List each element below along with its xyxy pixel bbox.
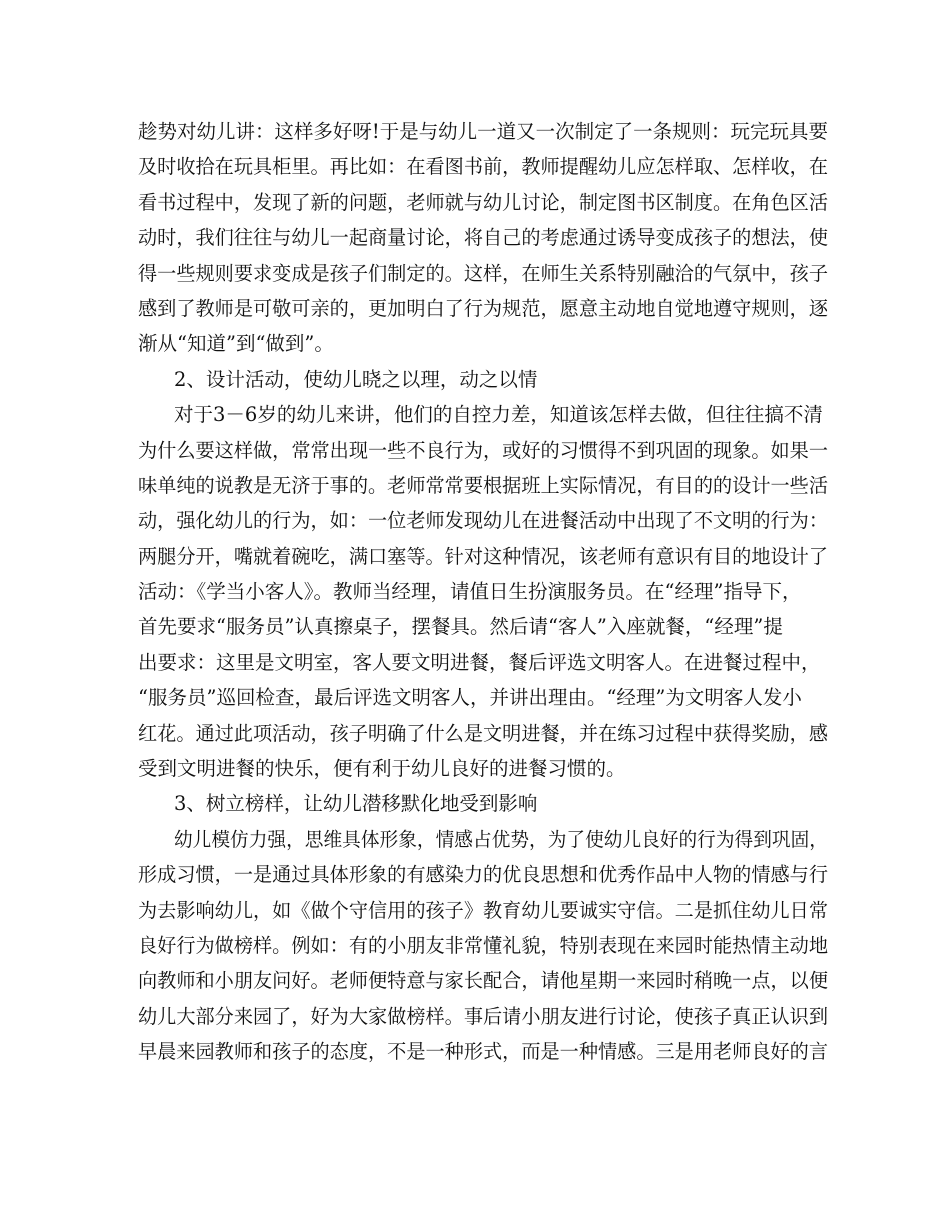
document-body xyxy=(138,114,828,1070)
text-line-content: 感到了教师是可敬可亲的，更加明白了行为规范，愿意主动地自觉地遵守规则，逐 xyxy=(138,296,829,320)
text-line xyxy=(138,609,828,644)
text-line-content: 得一些规则要求变成是孩子们制定的。这样，在师生关系特别融洽的气氛中，孩子 xyxy=(138,261,829,285)
text-line-content: 动时，我们往往与幼儿一起商量讨论，将自己的考虑通过诱导变成孩子的想法，使 xyxy=(138,226,829,250)
text-line xyxy=(138,185,828,220)
text-line-content: 看书过程中，发现了新的问题，老师就与幼儿讨论，制定图书区制度。在角色区活 xyxy=(138,190,829,214)
text-line-content: 良好行为做榜样。例如：有的小朋友非常懂礼貌，特别表现在来园时能热情主动地 xyxy=(138,933,829,957)
text-line xyxy=(138,1034,828,1069)
text-line-content: 两腿分开，嘴就着碗吃，满口塞等。针对这种情况，该老师有意识有目的地设计了 xyxy=(138,544,829,568)
text-line-content: 首先要求“服务员”认真擦桌子，摆餐具。然后请“客人”入座就餐，“经理”提 xyxy=(138,615,783,639)
text-line-content: 味单纯的说教是无济于事的。老师常常要根据班上实际情况，有目的的设计一些活 xyxy=(138,473,829,497)
text-line-content: 受到文明进餐的快乐，便有利于幼儿良好的进餐习惯的。 xyxy=(138,757,626,781)
text-line xyxy=(138,680,828,715)
text-line xyxy=(138,928,828,963)
text-line-content: 活动：《学当小客人》。教师当经理，请值日生扮演服务员。在“经理”指导下， xyxy=(138,580,802,604)
text-line xyxy=(138,539,828,574)
text-line xyxy=(138,256,828,291)
text-line-content: 动，强化幼儿的行为，如：一位老师发现幼儿在进餐活动中出现了不文明的行为： xyxy=(138,509,829,533)
text-line-content: 形成习惯，一是通过具体形象的有感染力的优良思想和优秀作品中人物的情感与行 xyxy=(138,863,829,887)
text-line-content: “服务员”巡回检查，最后评选文明客人，并讲出理由。“经理”为文明客人发小 xyxy=(138,686,802,710)
text-line-content: 早晨来园教师和孩子的态度，不是一种形式，而是一种情感。三是用老师良好的言 xyxy=(138,1040,829,1064)
text-line xyxy=(138,857,828,892)
text-line xyxy=(138,893,828,928)
text-line-content: 趁势对幼儿讲：这样多好呀!于是与幼儿一道又一次制定了一条规则：玩完玩具要 xyxy=(138,120,828,143)
text-line-content: 幼儿模仿力强，思维具体形象，情感占优势，为了使幼儿良好的行为得到巩固， xyxy=(174,827,828,851)
text-line xyxy=(138,149,828,184)
text-line xyxy=(138,114,828,149)
text-line-content: 为去影响幼儿，如《做个守信用的孩子》教育幼儿要诚实守信。二是抓住幼儿日常 xyxy=(138,898,829,922)
text-line-content: 红花。通过此项活动，孩子明确了什么是文明进餐，并在练习过程中获得奖励，感 xyxy=(138,721,829,745)
text-line-content: 向教师和小朋友问好。老师便特意与家长配合，请他星期一来园时稍晚一点，以便 xyxy=(138,969,829,993)
text-line xyxy=(138,397,828,432)
text-line xyxy=(138,220,828,255)
text-line xyxy=(138,751,828,786)
text-line-content: 及时收拾在玩具柜里。再比如：在看图书前，教师提醒幼儿应怎样取、怎样收，在 xyxy=(138,155,829,179)
text-line-content: 幼儿大部分来园了，好为大家做榜样。事后请小朋友进行讨论，使孩子真正认识到 xyxy=(138,1004,829,1028)
text-line xyxy=(138,999,828,1034)
text-line-content: 2、设计活动，使幼儿晓之以理，动之以情 xyxy=(174,367,538,391)
text-line xyxy=(138,326,828,361)
text-line xyxy=(138,963,828,998)
text-line xyxy=(138,574,828,609)
text-line xyxy=(138,645,828,680)
text-line xyxy=(138,433,828,468)
text-line xyxy=(138,291,828,326)
text-line-content: 出要求：这里是文明室，客人要文明进餐，餐后评选文明客人。在进餐过程中， xyxy=(138,650,821,674)
text-line xyxy=(138,468,828,503)
text-line-content: 为什么要这样做，常常出现一些不良行为，或好的习惯得不到巩固的现象。如果一 xyxy=(138,438,829,462)
text-line xyxy=(138,786,828,821)
text-line-content: 对于3－6岁的幼儿来讲，他们的自控力差，知道该怎样去做，但往往搞不清 xyxy=(174,403,823,427)
text-line xyxy=(138,716,828,751)
text-line xyxy=(138,503,828,538)
text-line-content: 渐从“知道”到“做到”。 xyxy=(138,332,334,356)
text-line xyxy=(138,822,828,857)
text-line xyxy=(138,362,828,397)
text-line-content: 3、树立榜样，让幼儿潜移默化地受到影响 xyxy=(174,792,538,816)
